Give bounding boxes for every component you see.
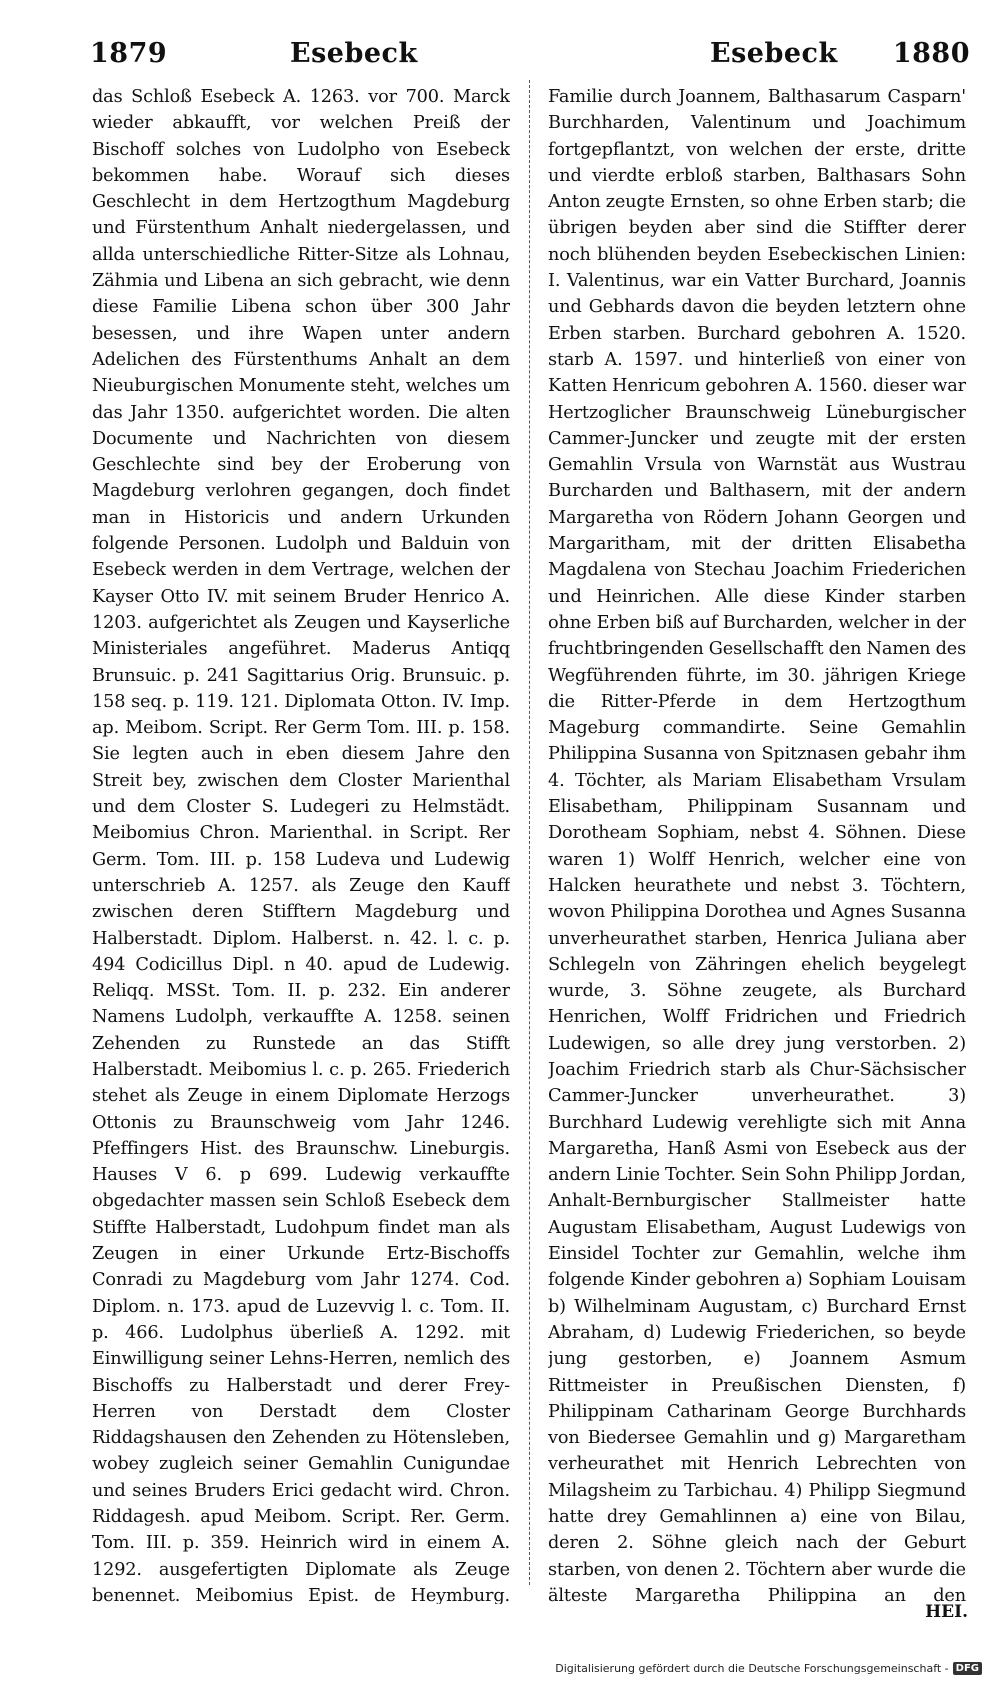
right-running-title: Esebeck (710, 38, 838, 69)
left-column-text: das Schloß Esebeck A. 1263. vor 700. Marck wieder abkaufft, vor welchen Preiß der Bischoff solches von Ludolpho von Esebeck bekommen habe. Worauf sich dieses Geschlecht in dem Hertzogthum Magdeburg und Fürstenthum Anhalt niedergelassen, und allda unterschiedliche Ritter-Sitze als Lohnau, Zähmia und Libena an sich gebracht, wie denn diese Familie Libena schon über 300 Jahr besessen, und ihre Wapen unter andern Adelichen des Fürstenthums Anhalt an dem Nieuburgischen Monumente steht, welches um das Jahr 1350. aufgerichtet worden. Die alten Documente und Nachrichten von diesem Geschlechte sind bey der Eroberung von Magdeburg verlohren gegangen, doch findet man in Historicis und andern Urkunden folgende Personen. Ludolph und Balduin von Esebeck werden in dem Vertrage, welchen der Kayser Otto IV. mit seinem Bruder Henrico A. 1203. aufgerichtet als Zeugen und Kayserliche Ministeriales angeführet. Maderus Antiqq Brunsuic. p. 241 Sagittarius Orig. Brunsuic. p. 158 seq. p. 119. 121. Diplomata Otton. IV. Imp. ap. Meibom. Script. Rer Germ Tom. III. p. 158. Sie legten auch in eben diesem Jahre den Streit bey, zwischen dem Closter Marienthal und dem Closter S. Ludegeri zu Helmstädt. Meibomius Chron. Marienthal. in Script. Rer Germ. Tom. III. p. 158 Ludeva und Ludewig unterschrieb A. 1257. als Zeuge den Kauff zwischen deren Stifftern Magdeburg und Halberstadt. Diplom. Halberst. n. 42. l. c. p. 494 Codicillus Dipl. n 40. apud de Ludewig. Reliqq. MSSt. Tom. II. p. 232. Ein anderer Namens Ludolph, verkauffte A. 1258. seinen Zehenden zu Runstede an das Stifft Halberstadt. Meibomius l. c. p. 265. Friederich stehet als Zeuge in einem Diplomate Herzogs Ottonis zu Braunschweig vom Jahr 1246. Pfeffingers Hist. des Braunschw. Lineburgis. Hauses V 6. p 699. Ludewig verkauffte obgedachter massen sein Schloß Esebeck dem Stiffte Halberstadt, Ludohpum findet man als Zeugen in einer Urkunde Ertz-Bischoffs Conradi zu Magdeburg vom Jahr 1274. Cod. Diplom. n. 173. apud de Luzevvig l. c. Tom. II. p. 466. Ludolphus überließ A. 1292. mit Einwilligung seiner Lehns-Herren, nemlich des Bischoffs zu Halberstadt und derer Frey-Herren von Derstadt dem Closter Riddagshausen den Zehenden zu Hötensleben, wobey zugleich seiner Gemahlin Cunigundae und seines Bruders Erici gedacht wird. Chron. Riddagesh. apud Meibom. Script. Rer. Germ. Tom. III. p. 359. Heinrich wird in einem A. 1292. ausgefertigten Diplomate als Zeuge benennet. Meibomius Epist. de Heymburg. (92, 87, 510, 1604)
right-column (548, 84, 966, 1604)
digitization-footer (555, 1662, 982, 1675)
footer-credit: Digitalisierung gefördert durch die Deutsche Forschungsgemeinschaft - (555, 1662, 949, 1675)
left-running-title: Esebeck (290, 38, 418, 69)
left-column (92, 84, 510, 1604)
right-page-number: 1880 (892, 38, 970, 69)
right-column-text: Familie durch Joannem, Balthasarum Casparn' Burchharden, Valentinum und Joachimum fortgepflantzt, von welchen der erste, dritte und vierdte erbloß starben, Balthasars Sohn Anton zeugte Ernsten, so ohne Erben starb; die übrigen beyden aber sind die Stiffter derer noch blühenden beyden Esebeckischen Linien: I. Valentinus, war ein Vatter Burchard, Joannis und Gebhards davon die beyden letztern ohne Erben starben. Burchard gebohren A. 1520. starb A. 1597. und hinterließ von einer von Katten Henricum gebohren A. 1560. dieser war Hertzoglicher Braunschweig Lüneburgischer Cammer-Juncker und zeugte mit der ersten Gemahlin Vrsula von Warnstät aus Wustrau Burcharden und Balthasern, mit der andern Margaretha von Rödern Johann Georgen und Margaritham, mit der dritten Elisabetha Magdalena von Stechau Joachim Friederichen und Heinrichen. Alle diese Kinder starben ohne Erben biß auf Burcharden, welcher in der fruchtbringenden Gesellschafft den Namen des Wegführenden führte, im 30. jährigen Kriege die Ritter-Pferde in dem Hertzogthum Mageburg commandirte. Seine Gemahlin Philippina Susanna von Spitznasen gebahr ihm 4. Töchter, als Mariam Elisabetham Vrsulam Elisabetham, Philippinam Susannam und Dorotheam Sophiam, nebst 4. Söhnen. Diese waren 1) Wolff Henrich, welcher eine von Halcken heurathete und nebst 3. Töchtern, wovon Philippina Dorothea und Agnes Susanna unverheurathet starben, Henrica Juliana aber Schlegeln von Zähringen ehelich beygelegt wurde, 3. Söhne zeugete, als Burchard Henrichen, Wolff Fridrichen und Friedrich Ludewigen, so alle drey jung verstorben. 2) Joachim Friedrich starb als Chur-Sächsischer Cammer-Juncker unverheurathet. 3) Burchhard Ludewig verehligte sich mit Anna Margaretha, Hanß Asmi von Esebeck aus der andern Linie Tochter. Sein Sohn Philipp Jordan, Anhalt-Bernburgischer Stallmeister hatte Augustam Elisabetham, August Ludewigs von Einsidel Tochter zur Gemahlin, welche ihm folgende Kinder gebohren a) Sophiam Louisam b) Wilhelminam Augustam, c) Burchard Ernst Abraham, d) Ludewig Friederichen, so beyde jung gestorben, e) Joannem Asmum Rittmeister in Preußischen Diensten, f) Philippinam Catharinam George Burchhards von Biedersee Gemahlin und g) Margaretham verheurathet mit Henrich Lebrechten von Milagsheim zu Tarbichau. 4) Philipp Siegmund hatte drey Gemahlinnen a) eine von Bilau, deren 2. Söhne gleich nach der Geburt starben, von denen 2. Töchtern aber wurde die älteste Margaretha Philippina an den (548, 87, 966, 1604)
column-divider (529, 80, 531, 1585)
catchword: HEI. (925, 1602, 968, 1622)
dfg-logo-icon: DFG (953, 1662, 982, 1675)
page-header (90, 38, 970, 78)
left-page-number: 1879 (90, 38, 168, 69)
